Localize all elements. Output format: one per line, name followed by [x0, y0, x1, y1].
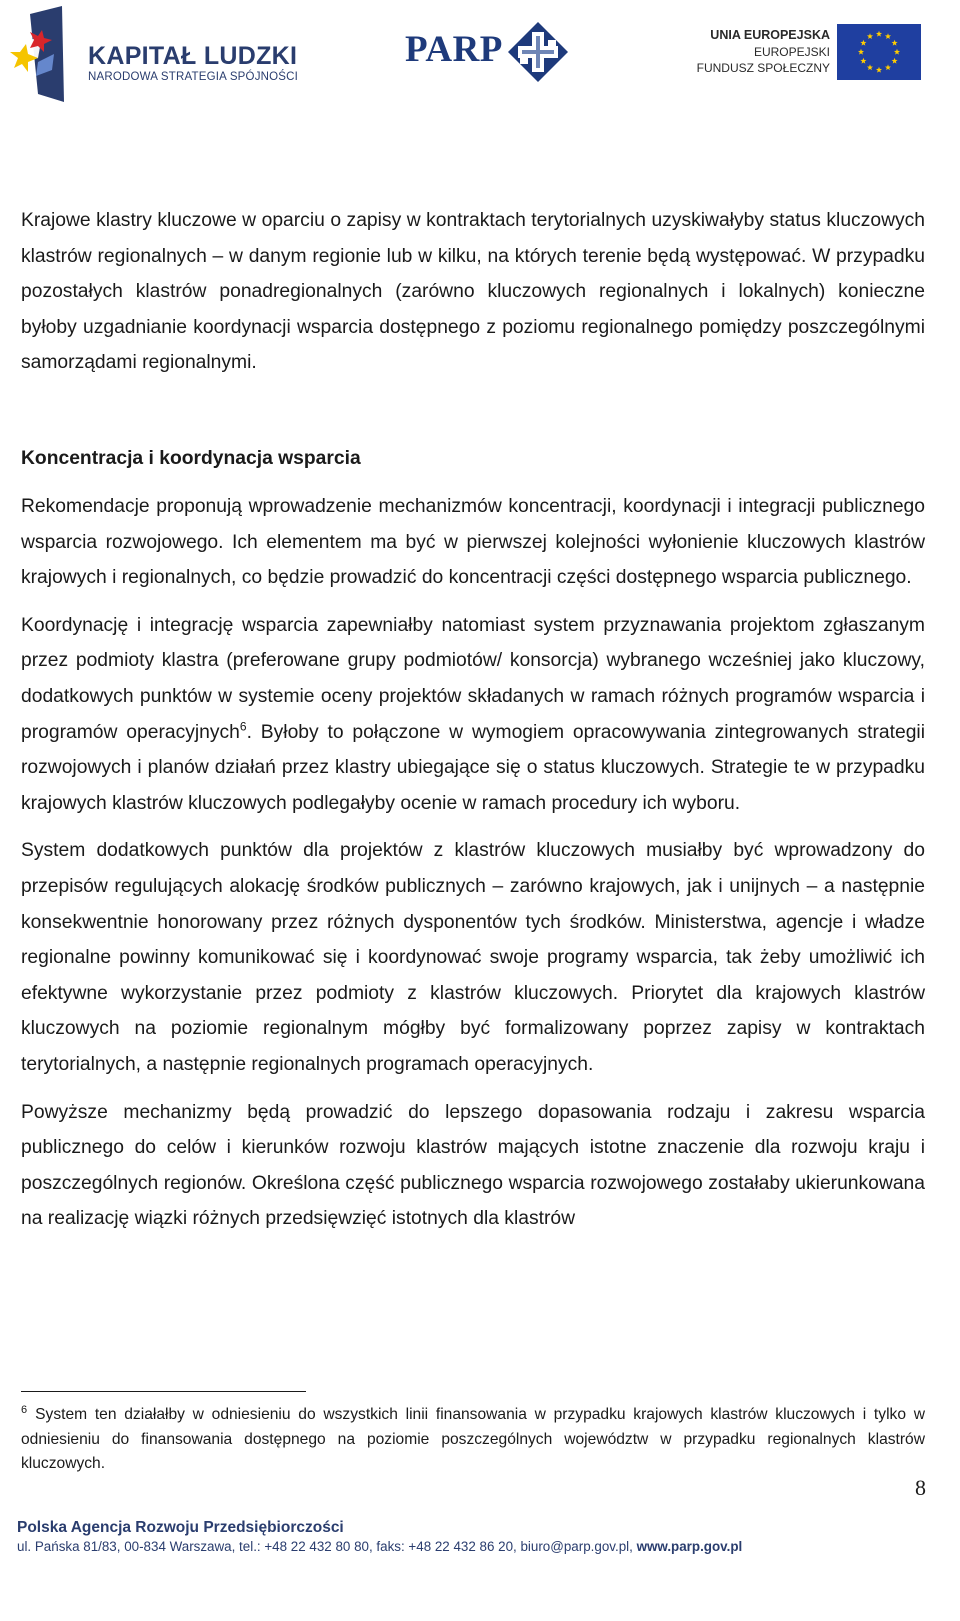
- footnote-number: 6: [21, 1403, 28, 1416]
- paragraph-1: Krajowe klastry kluczowe w oparciu o zapisy w kontraktach terytorialnych uzyskiwałyby status kluczowych klastrów regionalnych – w danym regionie lub w kilku, na których terenie będą występować. W przypadku pozostałych klastrów ponadregionalnych (zarówno kluczowych regionalnych i lokalnych) konieczne byłoby uzgadnianie koordynacji wsparcia dostępnego z poziomu regionalnego pomiędzy poszczególnymi samorządami regionalnymi.: [21, 210, 925, 374]
- footer-address: ul. Pańska 81/83, 00-834 Warszawa, tel.: +48 22 432 80 80, faks: +48 22 432 86 20, biuro@parp.gov.pl,: [17, 1539, 633, 1554]
- page-number: 8: [915, 1475, 926, 1500]
- kapital-ludzki-logo: [8, 6, 308, 102]
- parp-title: PARP: [405, 29, 503, 70]
- kapital-ludzki-subtitle: NARODOWA STRATEGIA SPÓJNOŚCI: [88, 71, 299, 83]
- paragraph-3: [21, 608, 925, 822]
- footer-website-link[interactable]: www.parp.gov.pl: [636, 1539, 743, 1554]
- body-content-top: [21, 203, 925, 381]
- footer-address-line: [17, 1539, 742, 1554]
- footnote-text: System ten działałby w odniesieniu do wszystkich linii finansowania w przypadku krajowych klastrów kluczowych i tylko w odniesieniu do finansowania dostępnego na poziomie poszczególnych województw w przypadku regionalnych klastrów kluczowych.: [21, 1406, 925, 1472]
- paragraph-4: System dodatkowych punktów dla projektów z klastrów kluczowych musiałby być wprowadzony do przepisów regulujących alokację środków publicznych – zarówno krajowych, jak i unijnych – a następnie konsekwentnie honorowany przez różnych dysponentów tych środków. Ministerstwa, agencje i władze regionalne powinny komunikować się i koordynować swoje programy wsparcia, tak żeby umożliwić ich efektywne wykorzystanie przez podmioty z klastrów kluczowych. Priorytet dla krajowych klastrów kluczowych na poziomie regionalnym mógłby być formalizowany poprzez zapisy w kontraktach terytorialnych, a następnie regionalnych programach operacyjnych.: [21, 840, 925, 1075]
- section-heading: Koncentracja i koordynacja wsparcia: [21, 448, 361, 469]
- kapital-ludzki-emblem-icon: [8, 6, 74, 102]
- paragraph-5: Powyższe mechanizmy będą prowadzić do lepszego dopasowania rodzaju i zakresu wsparcia publicznego do celów i kierunków rozwoju klastrów mających istotne znaczenie dla rozwoju kraju i poszczególnych regionów. Określona część publicznego wsparcia rozwojowego zostałaby ukierunkowana na realizację wiązki różnych przedsięwzięć istotnych dla klastrów: [21, 1101, 925, 1230]
- parp-emblem-icon: [508, 22, 568, 82]
- footnote: [21, 1403, 925, 1477]
- footnote-reference[interactable]: 6: [239, 719, 247, 734]
- eu-logo: [696, 24, 930, 84]
- paragraph-3-part-2: . Byłoby to połączone w wymogiem opracowywania zintegrowanych strategii rozwojowych i planów działań przez klastry ubiegające się o status kluczowych. Strategie te w przypadku krajowych klastrów kluczowych podlegałyby ocenie w ramach procedury ich wyboru.: [21, 721, 925, 814]
- footnote-separator: [21, 1391, 306, 1392]
- section-heading-wrap: [21, 441, 925, 477]
- paragraph-3-part-1: Koordynację i integrację wsparcia zapewniałby natomiast system przyznawania projektom zgłaszanym przez podmioty klastra (preferowane grupy podmiotów/ konsorcja) wybranego wcześniej jako kluczowy, dodatkowych punktów w systemie oceny projektów składanych w ramach różnych programów wsparcia i programów operacyjnych: [21, 614, 925, 743]
- header-logo-bar: [0, 0, 960, 110]
- eu-title: UNIA EUROPEJSKA: [710, 28, 830, 42]
- body-content-main: [21, 489, 925, 1237]
- eu-fund-line-2: FUNDUSZ SPOŁECZNY: [696, 61, 830, 75]
- paragraph-2: Rekomendacje proponują wprowadzenie mechanizmów koncentracji, koordynacji i integracji publicznego wsparcia rozwojowego. Ich elementem ma być w pierwszej kolejności wyłonienie kluczowych klastrów krajowych i regionalnych, co będzie prowadzić do koncentracji części dostępnego wsparcia publicznego.: [21, 496, 925, 589]
- footer-organization: Polska Agencja Rozwoju Przedsiębiorczości: [17, 1519, 344, 1536]
- parp-logo: [405, 22, 570, 82]
- eu-flag-icon: [837, 24, 921, 80]
- kapital-ludzki-title: KAPITAŁ LUDZKI: [88, 42, 298, 70]
- eu-fund-line-1: EUROPEJSKI: [753, 45, 830, 59]
